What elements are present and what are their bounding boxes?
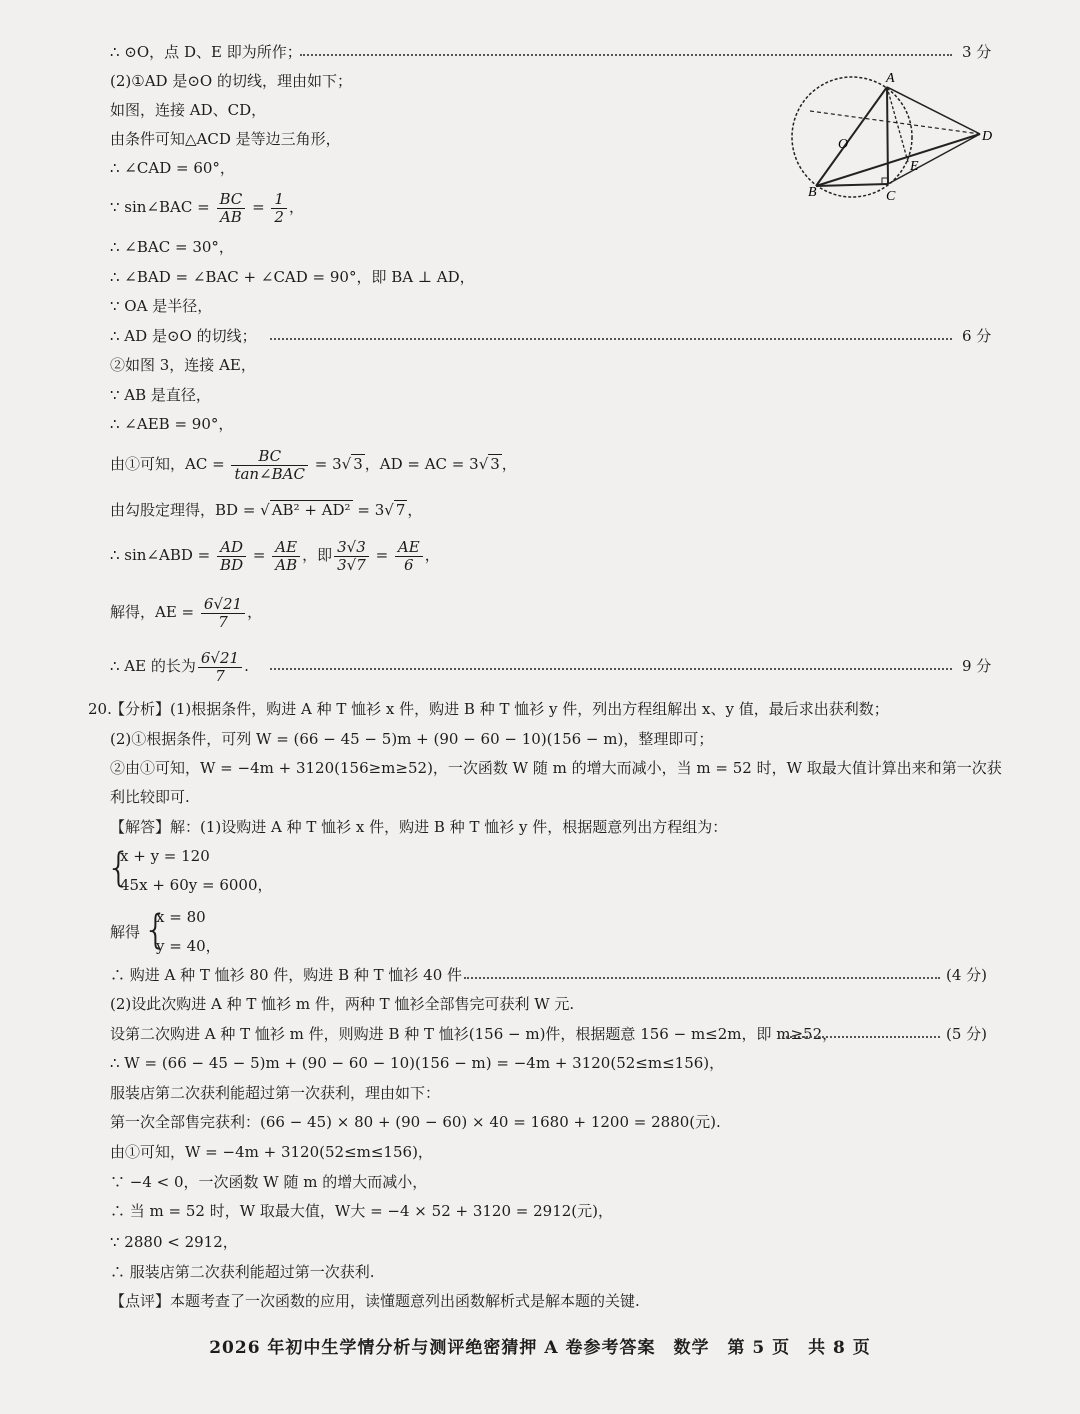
text: ∴ sin∠ABD = — [110, 546, 211, 564]
fraction — [395, 539, 423, 574]
q19-line-18 — [110, 646, 249, 686]
text: y = 40 — [156, 937, 206, 955]
segment-bc — [816, 184, 888, 186]
numerator: AE — [272, 539, 300, 557]
numerator: 6√21 — [201, 596, 245, 614]
segment-ad — [887, 87, 980, 134]
q19-line-5: ∴ ∠CAD = 60°， — [110, 159, 235, 177]
q19-line-16 — [110, 535, 440, 575]
equation-1: x + y = 120 — [120, 847, 210, 865]
numerator: AE — [395, 539, 423, 557]
construction-arrow — [810, 111, 980, 134]
q20-solution-12: ∴ 服装店第二次获利能超过第一次获利. — [110, 1263, 375, 1281]
q19-line-1: ∴ ⊙O，点 D、E 即为所作； — [110, 43, 302, 61]
numerator: BC — [217, 191, 246, 209]
score-label: 9 分 — [962, 657, 992, 675]
text: = 3 — [314, 455, 342, 473]
label-o: O — [838, 137, 849, 152]
numerator: 3√3 — [334, 539, 369, 557]
text: ， — [501, 455, 517, 473]
text: = — [252, 198, 265, 216]
dot-leader — [778, 1036, 940, 1038]
text: ， — [407, 501, 423, 519]
q20-analysis-2: (2)①根据条件，可列 W = (66 − 45 − 5)m + (90 − 60 − 10)(156 − m)，整理即可； — [110, 730, 714, 748]
text: ， — [205, 937, 221, 955]
q20-solution-1: 【解答】解：(1)设购进 A 种 T 恤衫 x 件，购进 B 种 T 恤衫 y 件，根据题意列出方程组为： — [110, 818, 728, 836]
equation-2 — [120, 875, 273, 895]
text: 45x + 60y = 6000 — [120, 876, 258, 894]
text: ∵ sin∠BAC = — [110, 198, 210, 216]
text: ，即 — [302, 546, 333, 564]
fraction — [217, 539, 246, 574]
fraction — [217, 191, 246, 226]
q19-line-14: 由①可知，AC = $\frac{BC}{\text{tan∠BAC}}$ = 3√ 3 ，AD = AC = 3√ 3 ， — [110, 446, 517, 483]
label-e: E — [910, 159, 919, 174]
score-label: (5 分) — [946, 1025, 988, 1043]
denominator: 2 — [274, 207, 284, 226]
segment-ab — [816, 87, 887, 186]
solution-y — [156, 936, 221, 956]
q19-line-8: ∴ ∠BAD = ∠BAC + ∠CAD = 90°，即 BA ⊥ AD， — [110, 268, 475, 286]
q20-solution-10: ∴ 当 m = 52 时，W 取最大值，W大 = −4 × 52 + 3120 = 2912(元)， — [110, 1202, 613, 1220]
score-label: 3 分 — [962, 43, 992, 61]
q20-solution-3: (2)设此次购进 A 种 T 恤衫 m 件，两种 T 恤衫全部售完可获利 W 元. — [110, 995, 575, 1013]
solution-x: x = 80 — [156, 908, 206, 926]
text: ， — [288, 198, 304, 216]
text: 由勾股定理得，BD = — [110, 501, 256, 519]
text: = 3 — [357, 501, 385, 519]
q20-comment: 【点评】本题考查了一次函数的应用，读懂题意列出函数解析式是解本题的关键. — [110, 1292, 640, 1310]
q19-line-15: 由勾股定理得，BD = √ AB² + AD² = 3√ 7 ， — [110, 501, 423, 519]
label-a: A — [886, 71, 895, 86]
text: . — [244, 657, 249, 675]
q20-solution-6: 服装店第二次获利能超过第一次获利，理由如下： — [110, 1084, 441, 1102]
dot-leader — [300, 54, 952, 56]
radicand: 3 — [490, 455, 500, 473]
fraction — [272, 539, 300, 574]
q19-line-7: ∴ ∠BAC = 30°， — [110, 238, 234, 256]
score-label: 6 分 — [962, 327, 992, 345]
numerator: 6√21 — [198, 650, 242, 668]
label-b: B — [808, 185, 817, 200]
label-d: D — [982, 129, 993, 144]
dot-leader — [270, 338, 952, 340]
q19-line-17 — [110, 592, 262, 632]
q20-solution-5: ∴ W = (66 − 45 − 5)m + (90 − 60 − 10)(156 − m) = −4m + 3120(52≤m≤156)， — [110, 1054, 725, 1072]
denominator: AB — [275, 555, 298, 574]
equation-brace: { — [106, 845, 132, 891]
q19-line-6 — [110, 187, 304, 227]
q20-solution-11: ∵ 2880 < 2912， — [110, 1233, 238, 1251]
text: ， — [257, 876, 273, 894]
numerator: BC — [231, 448, 308, 466]
text: ， — [424, 546, 440, 564]
denominator: 3√7 — [337, 555, 366, 574]
fraction — [201, 596, 245, 631]
q19-line-2: (2)①AD 是⊙O 的切线，理由如下； — [110, 72, 352, 90]
q20-analysis-3: ②由①可知，W = −4m + 3120(156≥m≥52)，一次函数 W 随 m 的增大而减小，当 m = 52 时，W 取最大值计算出来和第一次获 — [110, 759, 1002, 777]
q19-line-13: ∴ ∠AEB = 90°， — [110, 415, 234, 433]
label-c: C — [886, 189, 896, 204]
denominator: 7 — [218, 612, 228, 631]
denominator: tan∠BAC — [234, 464, 305, 483]
dot-leader — [270, 668, 952, 670]
q20-solution-9: ∵ −4 < 0，一次函数 W 随 m 的增大而减小， — [110, 1173, 428, 1191]
q20-analysis-1: 【分析】(1)根据条件，购进 A 种 T 恤衫 x 件，购进 B 种 T 恤衫 y 件，列出方程组解出 x、y 值，最后求出获利数； — [110, 700, 889, 718]
q19-line-11: ②如图 3，连接 AE， — [110, 356, 256, 374]
denominator: AB — [219, 207, 242, 226]
numerator: AD — [217, 539, 246, 557]
text: = — [375, 546, 389, 564]
radicand: 7 — [395, 501, 406, 519]
q20-solution-4: 设第二次购进 A 种 T 恤衫 m 件，则购进 B 种 T 恤衫(156 − m)件，根据题意 156 − m≤2m，即 m≥52， — [110, 1025, 838, 1043]
segment-ae — [887, 87, 908, 162]
solution-label: 解得 — [110, 923, 141, 941]
geometry-figure — [780, 66, 1000, 206]
denominator: 7 — [215, 666, 225, 685]
radicand: 3 — [353, 455, 363, 473]
q19-line-3: 如图，连接 AD、CD， — [110, 101, 267, 119]
radicand: AB² + AD² — [271, 501, 351, 519]
dot-leader — [464, 977, 940, 979]
text: 解得，AE = — [110, 603, 195, 621]
q19-line-9: ∵ OA 是半径， — [110, 297, 213, 315]
denominator: BD — [220, 555, 244, 574]
q19-line-12: ∵ AB 是直径， — [110, 386, 211, 404]
q20-solution-8: 由①可知，W = −4m + 3120(52≤m≤156)， — [110, 1143, 433, 1161]
solution-brace: { — [143, 907, 169, 953]
score-label: (4 分) — [946, 966, 988, 984]
q20-solution-7: 第一次全部售完获利：(66 − 45) × 80 + (90 − 60) × 40 = 1680 + 1200 = 2880(元). — [110, 1113, 721, 1131]
segment-ac — [887, 87, 888, 184]
text: 由①可知，AC = — [110, 455, 225, 473]
fraction — [271, 191, 287, 226]
text: ，AD = AC = 3 — [364, 455, 479, 473]
fraction — [334, 539, 369, 574]
q20-solution-2: ∴ 购进 A 种 T 恤衫 80 件，购进 B 种 T 恤衫 40 件 — [110, 966, 463, 984]
q19-line-4: 由条件可知△ACD 是等边三角形， — [110, 130, 341, 148]
text: ， — [247, 603, 263, 621]
text: ∴ AE 的长为 — [110, 657, 196, 675]
fraction — [231, 448, 308, 483]
text: = — [252, 546, 266, 564]
q20-analysis-4: 利比较即可. — [110, 788, 190, 806]
q20-number: 20. — [88, 700, 112, 718]
numerator: 1 — [271, 191, 287, 209]
q19-line-10: ∴ AD 是⊙O 的切线； — [110, 327, 257, 345]
fraction — [198, 650, 242, 685]
denominator: 6 — [404, 555, 414, 574]
page-footer: 2026 年初中生学情分析与测评绝密猜押 A 卷参考答案 数学 第 5 页 共 8 页 — [209, 1338, 871, 1358]
